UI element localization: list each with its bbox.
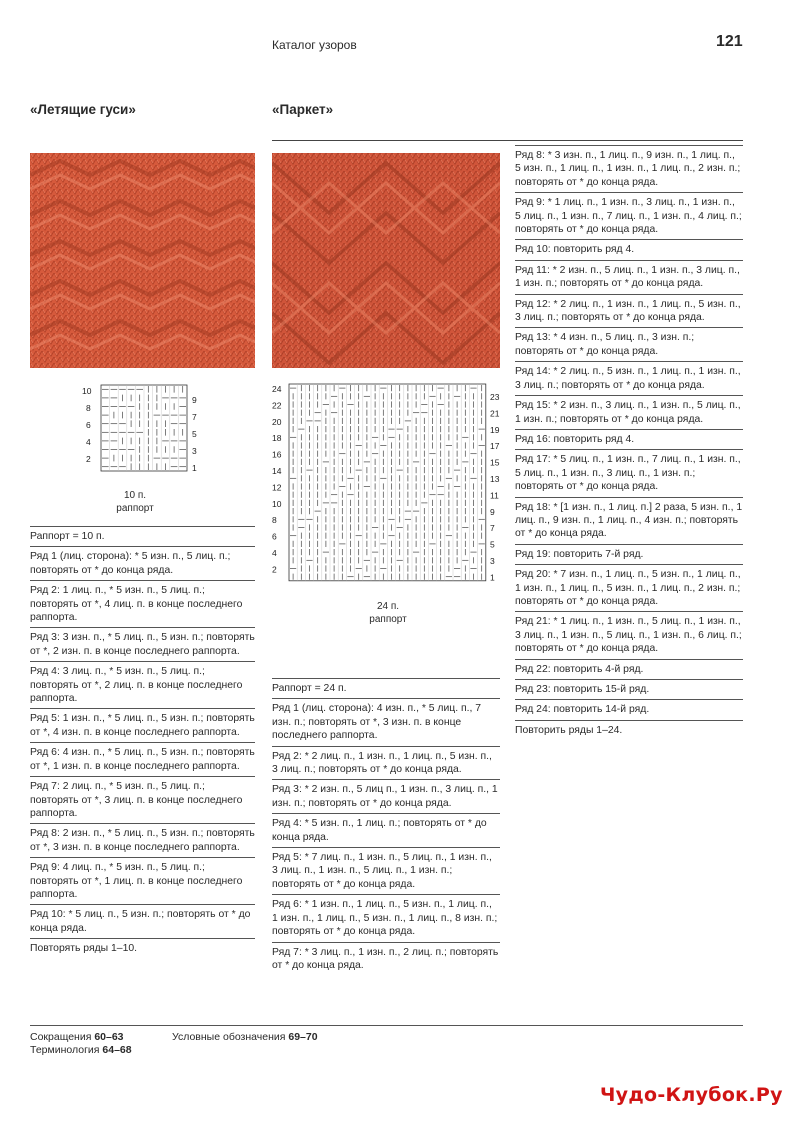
instruction-row: Ряд 17: * 5 лиц. п., 1 изн. п., 7 лиц. п., 1 изн. п., 5 лиц. п., 1 изн. п., 3 лиц. п., 1 изн. п.; повторять от * до конца ряда. bbox=[515, 450, 743, 497]
instruction-row: Ряд 10: повторить ряд 4. bbox=[515, 240, 743, 260]
symbols-pages[interactable]: 69–70 bbox=[288, 1031, 318, 1043]
parquet-swatch-photo bbox=[272, 153, 500, 368]
instruction-row: Ряд 9: * 1 лиц. п., 1 изн. п., 3 лиц. п., 1 изн. п., 5 лиц. п., 1 изн. п., 7 лиц. п., 1 изн. п., 4 лиц. п.; повторять от * до конца ряда. bbox=[515, 193, 743, 240]
middle-pattern-title: «Паркет» bbox=[272, 102, 334, 117]
running-header: Каталог узоров bbox=[272, 38, 357, 52]
symbols-link[interactable]: Условные обозначения bbox=[172, 1031, 286, 1043]
left-pattern-title: «Летящие гуси» bbox=[30, 102, 136, 117]
instruction-row: Ряд 3: * 2 изн. п., 5 лиц п., 1 изн. п., 3 лиц. п., 1 изн. п.; повторять от * до конца ряда. bbox=[272, 780, 500, 814]
chart-row-label: 1 bbox=[490, 572, 495, 583]
chart-row-label: 4 bbox=[86, 437, 91, 447]
chart-caption: 10 п. bbox=[123, 490, 147, 501]
middle-instructions bbox=[272, 678, 500, 975]
chart-row-label: 7 bbox=[192, 412, 197, 422]
chart-row-label: 11 bbox=[490, 490, 499, 501]
chart-row-label: 20 bbox=[272, 416, 282, 427]
chart-row-label: 14 bbox=[272, 466, 282, 476]
instruction-row: Ряд 22: повторить 4-й ряд. bbox=[515, 660, 743, 680]
instruction-row: Ряд 10: * 5 лиц. п., 5 изн. п.; повторять от * до конца ряда. bbox=[30, 905, 255, 939]
chart-row-label: 7 bbox=[490, 523, 495, 534]
parquet-chart bbox=[270, 383, 510, 593]
chart-row-label: 2 bbox=[86, 454, 91, 464]
instruction-row: Ряд 20: * 7 изн. п., 1 лиц. п., 5 изн. п., 1 лиц. п., 1 изн. п., 1 лиц. п., 5 изн. п., 1 лиц. п., 2 изн. п.; повторять от * до конца ряда. bbox=[515, 565, 743, 612]
instruction-row: Ряд 3: 3 изн. п., * 5 лиц. п., 5 изн. п.; повторять от *, 2 изн. п. в конце последнего раппорта. bbox=[30, 628, 255, 662]
instruction-row: Повторить ряды 1–24. bbox=[515, 724, 623, 736]
chart-row-label: 1 bbox=[192, 463, 197, 473]
instruction-row: Раппорт = 24 п. bbox=[272, 678, 500, 699]
instruction-row: Ряд 6: * 1 изн. п., 1 лиц. п., 5 изн. п., 1 лиц. п., 1 изн. п., 1 лиц. п., 5 изн. п., 1 лиц. п., 8 изн. п.; повторять от * до конца ряда. bbox=[272, 895, 500, 942]
abbreviations-pages[interactable]: 60–63 bbox=[94, 1031, 124, 1043]
chart-row-label: 9 bbox=[490, 506, 495, 517]
instruction-row: Ряд 5: * 7 лиц. п., 1 изн. п., 5 лиц. п., 1 изн. п., 3 лиц. п., 1 изн. п., 5 лиц. п., 1 изн. п.; повторять от * до конца ряда. bbox=[272, 848, 500, 895]
instruction-row: Ряд 18: * [1 изн. п., 1 лиц. п.] 2 раза, 5 изн. п., 1 лиц. п., 9 изн. п., 1 лиц. п., 4 изн. п.; повторять от * до конца ряда. bbox=[515, 498, 743, 545]
right-instructions bbox=[515, 145, 743, 740]
left-instructions bbox=[30, 526, 255, 959]
chart-caption-repeat: раппорт bbox=[369, 614, 407, 625]
instruction-row: Ряд 4: 3 лиц. п., * 5 изн. п., 5 лиц. п.; повторять от *, 2 лиц. п. в конце последнего раппорта. bbox=[30, 662, 255, 709]
chart-row-label: 6 bbox=[272, 531, 277, 542]
chart-row-label: 17 bbox=[490, 441, 500, 452]
chart-row-label: 5 bbox=[192, 429, 197, 439]
instruction-row: Ряд 11: * 2 изн. п., 5 лиц. п., 1 изн. п., 3 лиц. п., 1 изн. п.; повторять от * до конца ряда. bbox=[515, 261, 743, 295]
instruction-row: Ряд 2: * 2 лиц. п., 1 изн. п., 1 лиц. п., 5 изн. п., 3 лиц. п.; повторять от * до конца ряда. bbox=[272, 747, 500, 781]
instruction-row: Ряд 24: повторить 14-й ряд. bbox=[515, 700, 743, 720]
instruction-row: Ряд 21: * 1 лиц. п., 1 изн. п., 5 лиц. п., 1 изн. п., 3 лиц. п., 1 изн. п., 5 лиц. п., 1 изн. п., 6 лиц. п.; повторять от * до конца ряда. bbox=[515, 612, 743, 659]
footer-links-left bbox=[30, 1031, 132, 1057]
terminology-link[interactable]: Терминология bbox=[30, 1044, 100, 1056]
chart-caption: 24 п. bbox=[376, 601, 400, 612]
instruction-row: Ряд 7: * 3 лиц. п., 1 изн. п., 2 лиц. п.; повторять от * до конца ряда. bbox=[272, 946, 499, 971]
instruction-row: Ряд 8: * 3 изн. п., 1 лиц. п., 9 изн. п., 1 лиц. п., 5 изн. п., 1 лиц. п., 1 изн. п., 1 лиц. п., 2 изн. п.; повторять от * до конца ряда. bbox=[515, 145, 743, 193]
instruction-row: Ряд 14: * 2 лиц. п., 5 изн. п., 1 лиц. п., 1 изн. п., 3 лиц. п.; повторять от * до конца ряда. bbox=[515, 362, 743, 396]
chart-row-label: 24 bbox=[272, 384, 282, 394]
chart-row-label: 10 bbox=[272, 498, 282, 509]
top-divider bbox=[272, 140, 743, 141]
terminology-pages[interactable]: 64–68 bbox=[102, 1044, 132, 1056]
chart-row-label: 12 bbox=[272, 482, 282, 493]
chart-row-label: 9 bbox=[192, 395, 197, 405]
instruction-row: Ряд 9: 4 лиц. п., * 5 изн. п., 5 лиц. п.; повторять от *, 1 лиц. п. в конце последнего раппорта. bbox=[30, 858, 255, 905]
chart-row-label: 19 bbox=[490, 424, 500, 435]
flying-geese-chart bbox=[80, 384, 210, 489]
flying-geese-swatch-photo bbox=[30, 153, 255, 368]
instruction-row: Повторять ряды 1–10. bbox=[30, 943, 138, 955]
chart-caption-repeat: раппорт bbox=[116, 503, 154, 514]
instruction-row: Ряд 1 (лиц. сторона): * 5 изн. п., 5 лиц. п.; повторять от * до конца ряда. bbox=[30, 547, 255, 581]
instruction-row: Ряд 19: повторить 7-й ряд. bbox=[515, 545, 743, 565]
chart-row-label: 13 bbox=[490, 474, 500, 484]
instruction-row: Ряд 15: * 2 изн. п., 3 лиц. п., 1 изн. п., 5 лиц. п., 1 изн. п.; повторять от * до конца ряда. bbox=[515, 396, 743, 430]
page-number: 121 bbox=[716, 33, 743, 50]
chart-row-label: 21 bbox=[490, 408, 500, 419]
footer-links-right bbox=[172, 1031, 318, 1044]
chart-row-label: 15 bbox=[490, 457, 500, 468]
instruction-row: Ряд 2: 1 лиц. п., * 5 изн. п., 5 лиц. п.; повторять от *, 4 лиц. п. в конце последнего раппорта. bbox=[30, 581, 255, 628]
instruction-row: Ряд 1 (лиц. сторона): 4 изн. п., * 5 лиц. п., 7 изн. п.; повторять от *, 3 изн. п. в конце последнего раппорта. bbox=[272, 699, 500, 746]
chart-row-label: 2 bbox=[272, 564, 277, 575]
instruction-row: Ряд 12: * 2 лиц. п., 1 изн. п., 1 лиц. п., 5 изн. п., 3 лиц. п.; повторять от * до конца ряда. bbox=[515, 295, 743, 329]
chart-row-label: 4 bbox=[272, 548, 277, 558]
chart-row-label: 5 bbox=[490, 539, 495, 550]
instruction-row: Ряд 4: * 5 изн. п., 1 лиц. п.; повторять от * до конца ряда. bbox=[272, 814, 500, 848]
footer-divider bbox=[30, 1025, 743, 1026]
chart-row-label: 22 bbox=[272, 400, 282, 411]
instruction-row: Ряд 23: повторить 15-й ряд. bbox=[515, 680, 743, 700]
chart-row-label: 6 bbox=[86, 420, 91, 430]
site-watermark: Чудо-Клубок.Ру bbox=[600, 1084, 783, 1106]
instruction-row: Раппорт = 10 п. bbox=[30, 526, 255, 547]
chart-row-label: 3 bbox=[192, 446, 197, 456]
instruction-row: Ряд 16: повторить ряд 4. bbox=[515, 430, 743, 450]
instruction-row: Ряд 5: 1 изн. п., * 5 лиц. п., 5 изн. п.; повторять от *, 4 изн. п. в конце последнего раппорта. bbox=[30, 709, 255, 743]
chart-row-label: 8 bbox=[86, 403, 91, 413]
instruction-row: Ряд 6: 4 изн. п., * 5 лиц. п., 5 изн. п.; повторять от *, 1 изн. п. в конце последнего раппорта. bbox=[30, 743, 255, 777]
chart-row-label: 16 bbox=[272, 449, 282, 460]
instruction-row: Ряд 8: 2 изн. п., * 5 лиц. п., 5 изн. п.; повторять от *, 3 изн. п. в конце последнего раппорта. bbox=[30, 824, 255, 858]
instruction-row: Ряд 7: 2 лиц. п., * 5 изн. п., 5 лиц. п.; повторять от *, 3 лиц. п. в конце последнего раппорта. bbox=[30, 777, 255, 824]
chart-row-label: 23 bbox=[490, 392, 500, 402]
chart-row-label: 10 bbox=[82, 386, 92, 396]
chart-row-label: 3 bbox=[490, 556, 495, 566]
chart-row-label: 18 bbox=[272, 433, 282, 444]
instruction-row: Ряд 13: * 4 изн. п., 5 лиц. п., 3 изн. п.; повторять от * до конца ряда. bbox=[515, 328, 743, 362]
abbreviations-link[interactable]: Сокращения bbox=[30, 1031, 92, 1043]
chart-row-label: 8 bbox=[272, 515, 277, 526]
